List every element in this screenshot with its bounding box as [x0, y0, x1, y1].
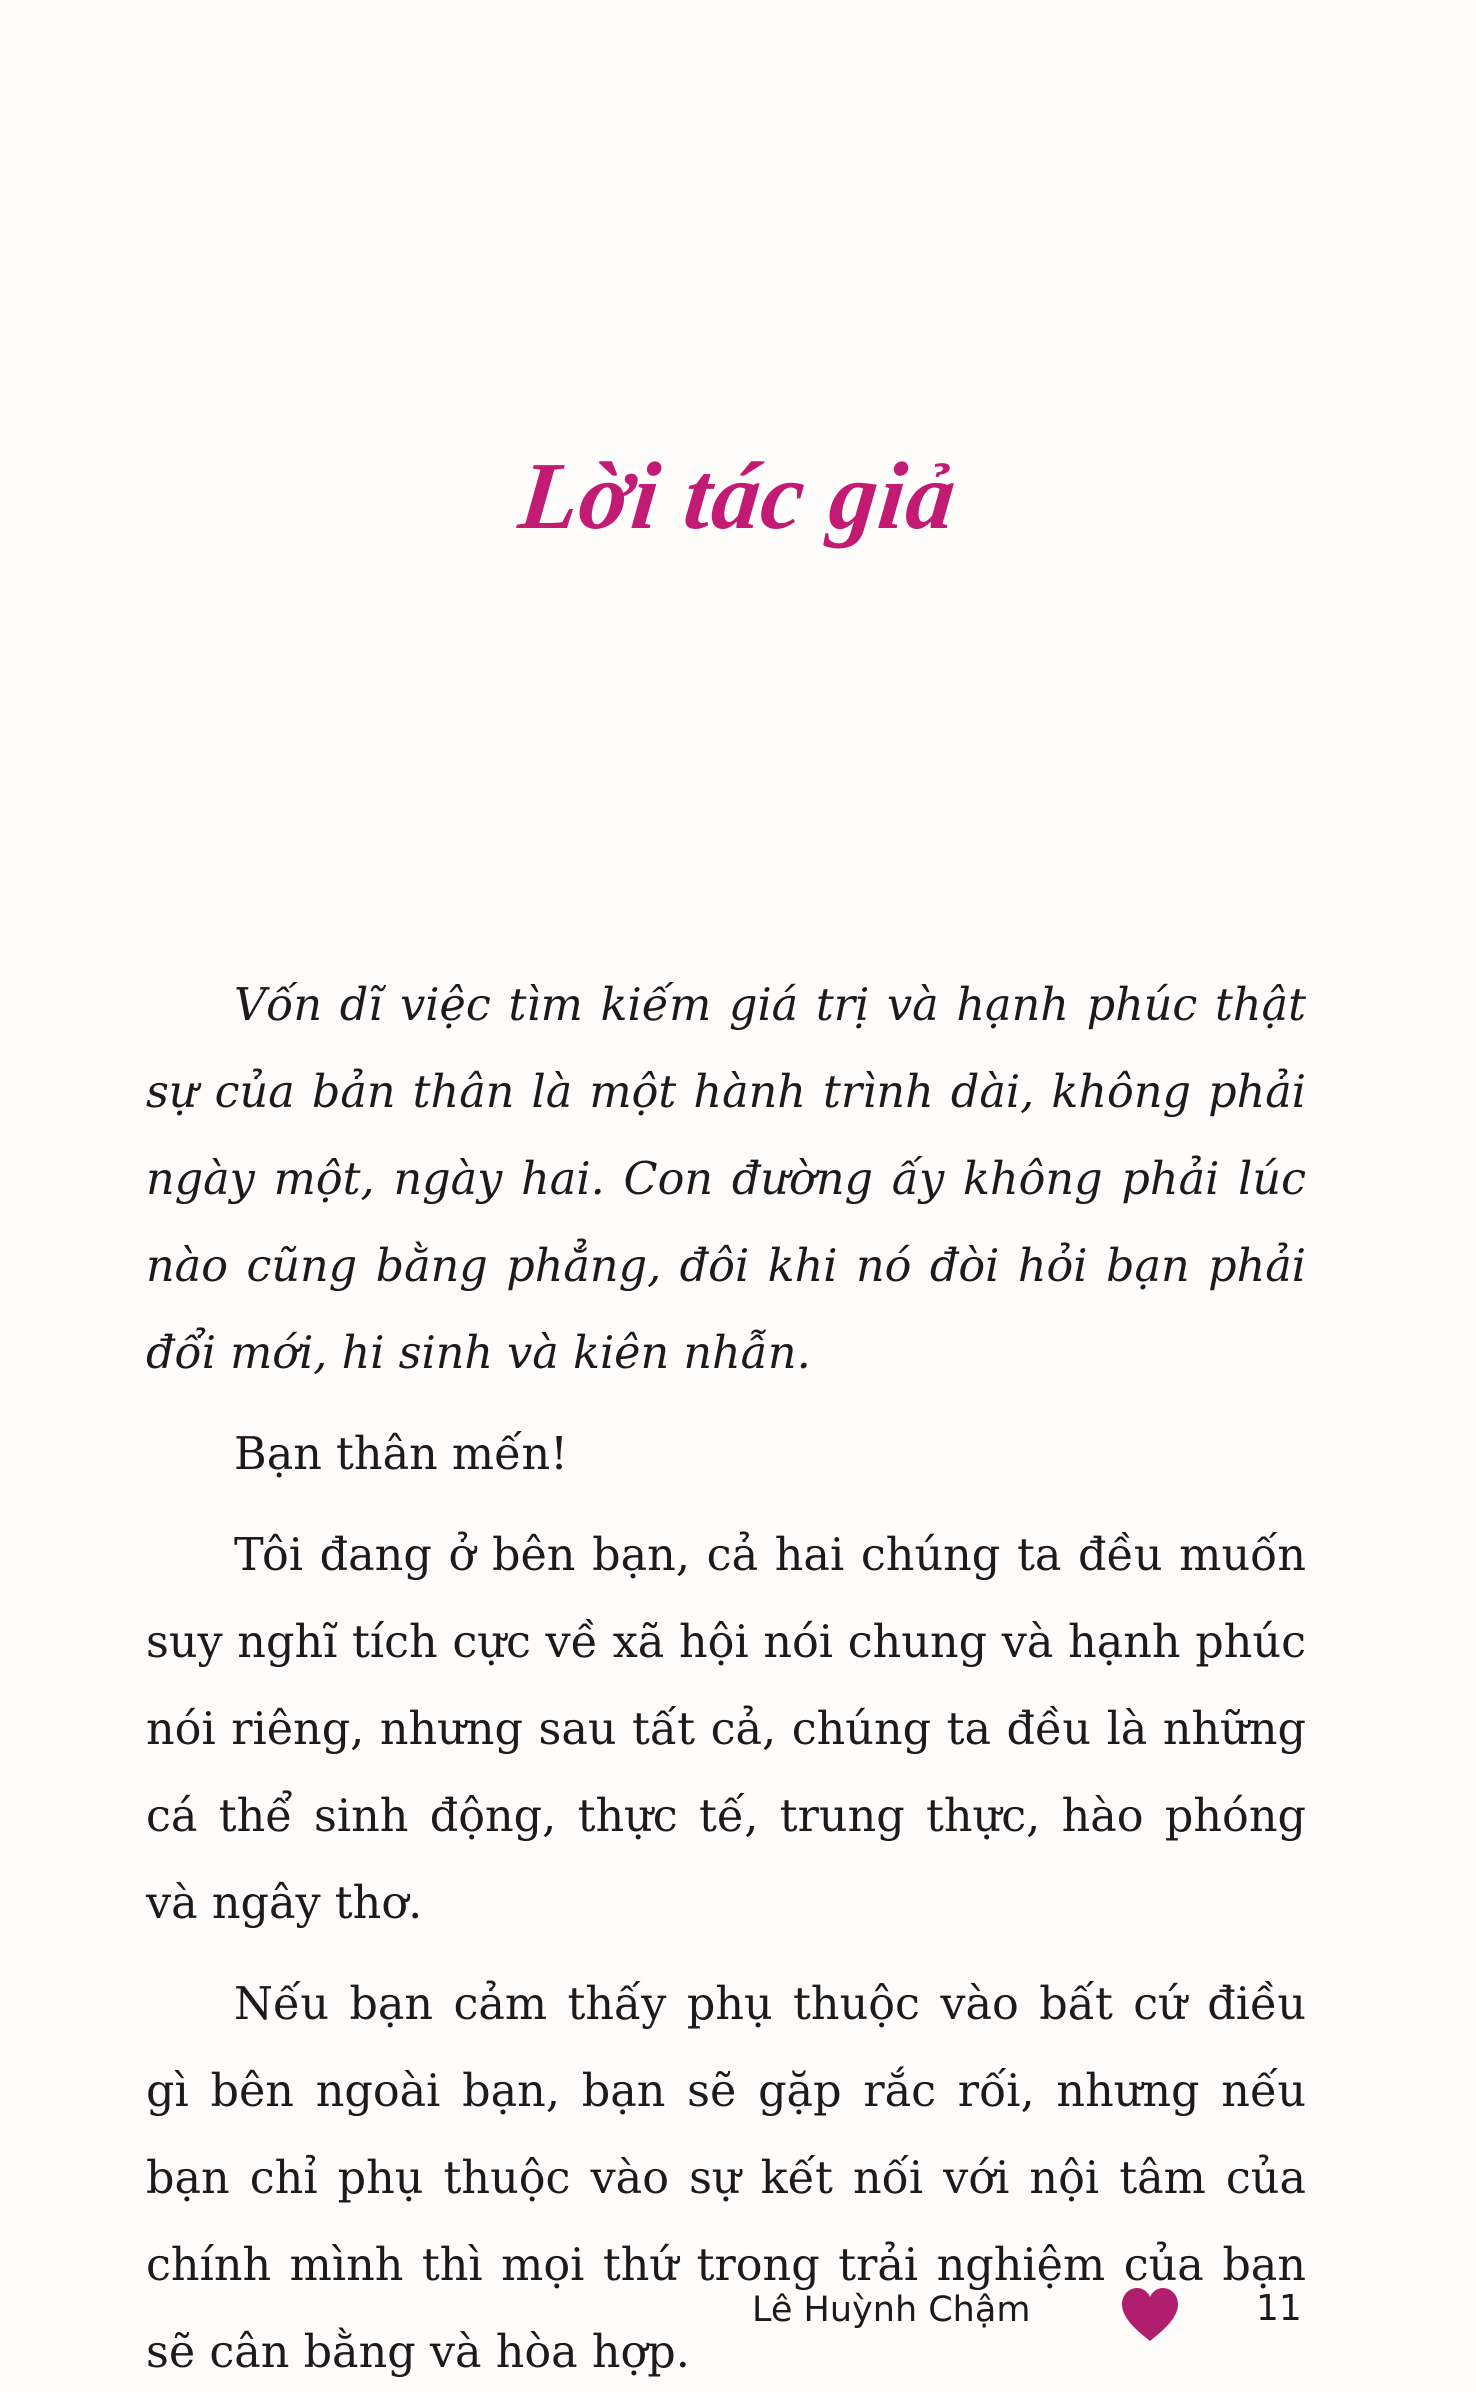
body-paragraph: Tôi đang ở bên bạn, cả hai chúng ta đều muốn suy nghĩ tích cực về xã hội nói chung và hạnh phúc nói riêng, nhưng sau tất cả, chúng ta đều là những cá thể sinh động, thực tế, trung thực, hào phóng và ngây thơ. [146, 1530, 1306, 1929]
body-text [146, 962, 1306, 2392]
footer-author: Lê Huỳnh Chậm [752, 2290, 1031, 2330]
page-title: Lời tác giả [514, 442, 962, 549]
intro-paragraph: Vốn dĩ việc tìm kiếm giá trị và hạnh phúc thật sự của bản thân là một hành trình dài, không phải ngày một, ngày hai. Con đường ấy không phải lúc nào cũng bằng phẳng, đôi khi nó đòi hỏi bạn phải đổi mới, hi sinh và kiên nhẫn. [146, 980, 1306, 1379]
body-paragraph: Nếu bạn cảm thấy phụ thuộc vào bất cứ điều gì bên ngoài bạn, bạn sẽ gặp rắc rối, nhưng nếu bạn chỉ phụ thuộc vào sự kết nối với nội tâm của chính mình thì mọi thứ trong trải nghiệm của bạn sẽ cân bằng và hòa hợp. [146, 1979, 1306, 2378]
greeting-paragraph: Bạn thân mến! [234, 1429, 569, 1480]
heart-icon [1120, 2286, 1180, 2344]
page-number: 11 [1256, 2288, 1302, 2329]
